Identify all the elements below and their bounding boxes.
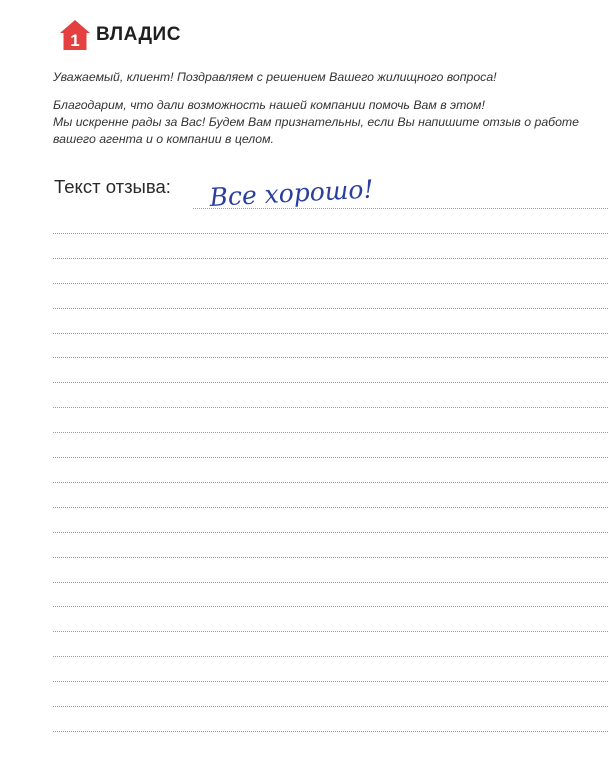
writing-line <box>53 631 608 632</box>
writing-line <box>53 507 608 508</box>
writing-line <box>53 333 608 334</box>
writing-line <box>53 457 608 458</box>
writing-line <box>53 308 608 309</box>
writing-line <box>53 706 608 707</box>
request-line-continued: вашего агента и о компании в целом. <box>53 132 274 146</box>
writing-line <box>53 382 608 383</box>
writing-line <box>53 357 608 358</box>
brand-name: ВЛАДИС <box>96 24 181 45</box>
writing-line <box>53 656 608 657</box>
thanks-line: Благодарим, что дали возможность нашей компании помочь Вам в этом! <box>53 98 485 112</box>
writing-line <box>53 482 608 483</box>
ruled-lines <box>53 0 608 768</box>
review-label: Текст отзыва: <box>54 176 171 197</box>
writing-line <box>53 233 608 234</box>
request-line: Мы искренне рады за Вас! Будем Вам признательны, если Вы напишите отзыв о работе <box>53 115 580 129</box>
greeting-line: Уважаемый, клиент! Поздравляем с решением Вашего жилищного вопроса! <box>53 70 497 84</box>
writing-line <box>193 208 608 209</box>
writing-line <box>53 606 608 607</box>
writing-line <box>53 283 608 284</box>
logo-digit: 1 <box>70 31 80 50</box>
handwritten-review-text: Все хорошо! <box>208 174 375 212</box>
writing-line <box>53 557 608 558</box>
writing-line <box>53 432 608 433</box>
writing-line <box>53 582 608 583</box>
writing-line <box>53 532 608 533</box>
writing-line <box>53 407 608 408</box>
writing-line <box>53 258 608 259</box>
writing-line <box>53 681 608 682</box>
writing-line <box>53 731 608 732</box>
